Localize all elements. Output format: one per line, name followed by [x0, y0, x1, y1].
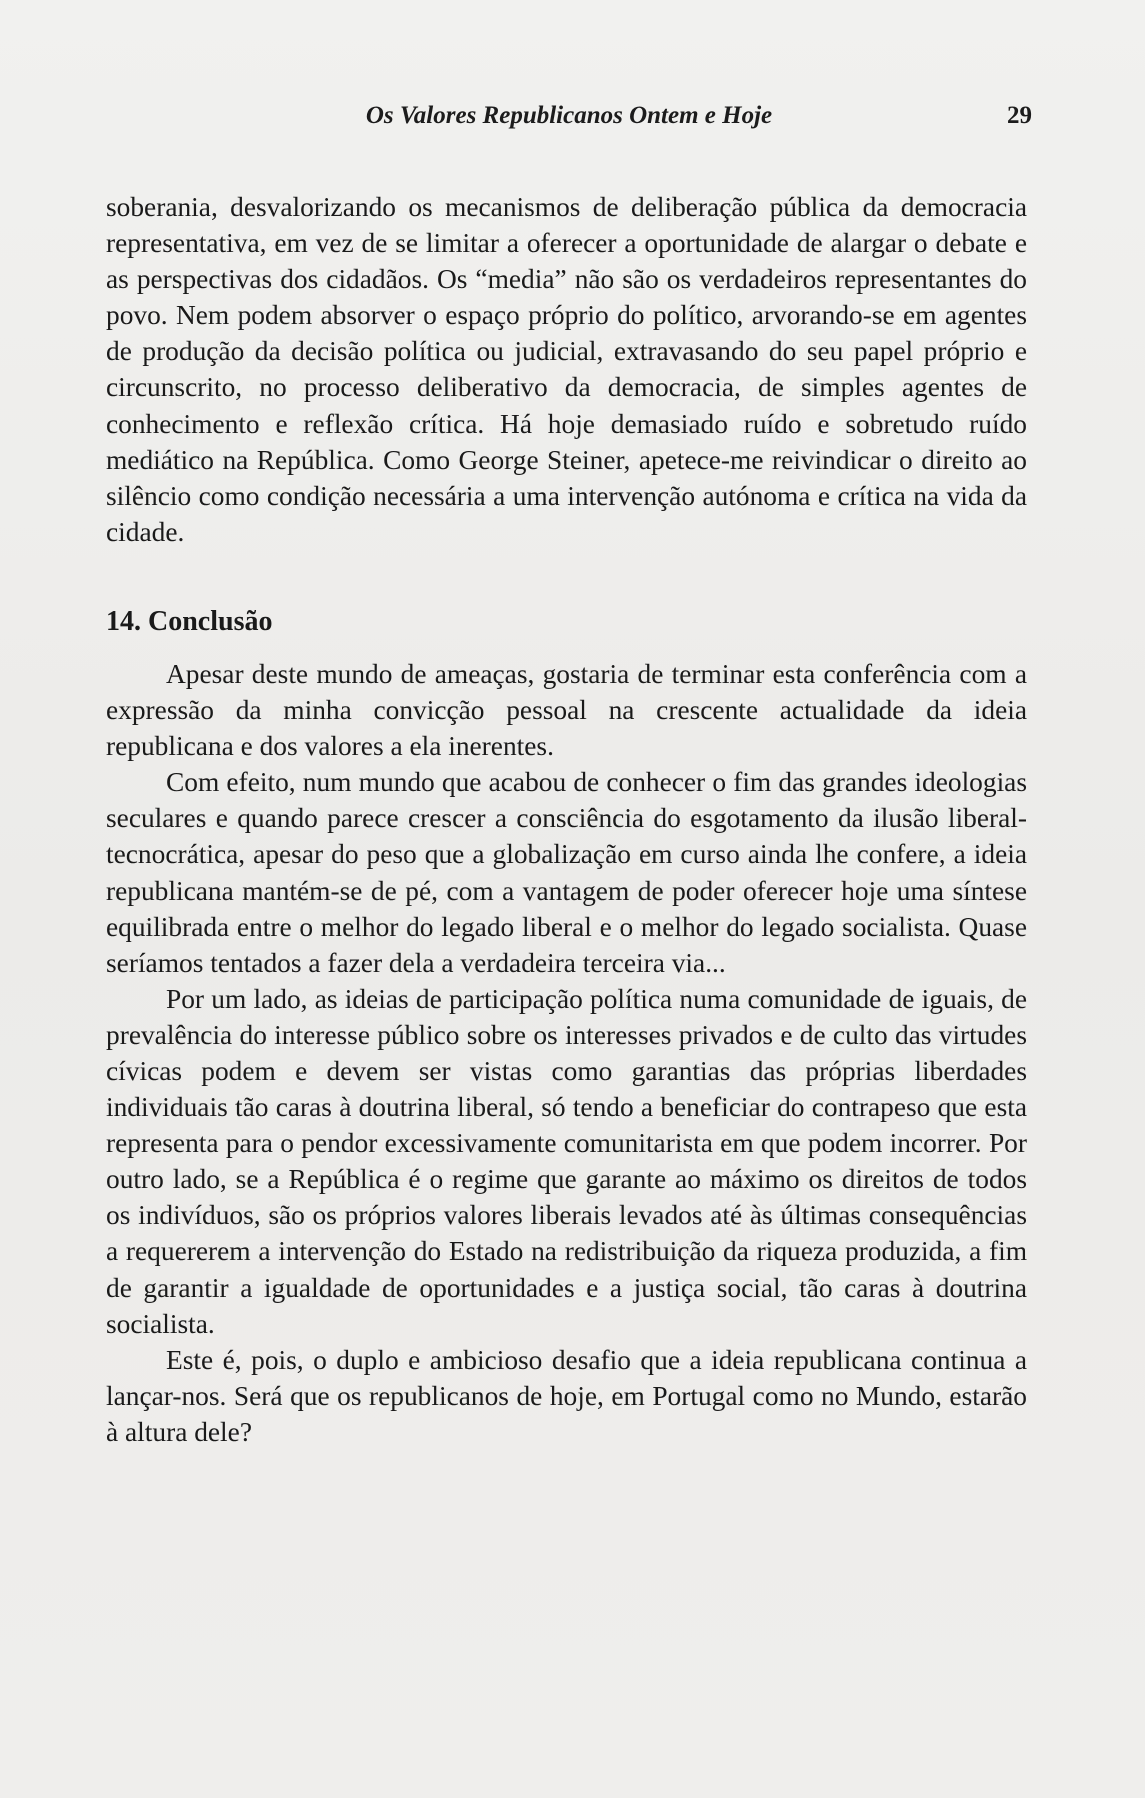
paragraph-1: soberania, desvalorizando os mecanismos de deliberação pública da democracia representativa, em vez de se limitar a oferecer a oportunidade de alargar o debate e as perspectivas dos cidadãos. Os “media” não são os verdadeiros representantes do povo. Nem podem absorver o espaço próprio do político, arvorando-se em agentes de produção da decisão política ou judicial, extravasando do seu papel próprio e circunscrito, no processo deliberativo da democracia, de simples agentes de conhecimento e reflexão crítica. Há hoje demasiado ruído e sobretudo ruído mediático na República. Como George Steiner, apetece-me reivindicar o direito ao silêncio como condição necessária a uma intervenção autónoma e crítica na vida da cidade.: [106, 192, 1027, 547]
paragraph-5: Este é, pois, o duplo e ambicioso desafio que a ideia republicana continua a lançar-nos. Será que os republicanos de hoje, em Portugal como no Mundo, estarão à altura dele?: [106, 1344, 1027, 1447]
paragraph-2: Apesar deste mundo de ameaças, gostaria de terminar esta conferência com a expressão da minha convicção pessoal na crescente actualidade da ideia republicana e dos valores a ela inerentes.: [106, 658, 1027, 762]
section-heading: 14. Conclusão: [106, 605, 273, 637]
paragraph-3: Com efeito, num mundo que acabou de conhecer o fim das grandes ideologias seculares e quando parece crescer a consciência do esgotamento da ilusão liberal-tecnocrática, apesar do peso que a globalização em curso ainda lhe confere, a ideia republicana mantém-se de pé, com a vantagem de poder oferecer hoje uma síntese equilibrada entre o melhor do legado liberal e o melhor do legado socialista. Quase seríamos tentados a fazer dela a verdadeira terceira via...: [106, 767, 1027, 978]
page-header: [106, 98, 1032, 138]
paragraph-4: Por um lado, as ideias de participação política numa comunidade de iguais, de prevalência do interesse público sobre os interesses privados e de culto das virtudes cívicas podem e devem ser vistas como garantias das próprias liberdades individuais tão caras à doutrina liberal, só tendo a beneficiar do contrapeso que esta representa para o pendor excessivamente comunitarista em que podem incorrer. Por outro lado, se a República é o regime que garante ao máximo os direitos de todos os indivíduos, são os próprios valores liberais levados até às últimas consequências a requererem a intervenção do Estado na redistribuição da riqueza produzida, a fim de garantir a igualdade de oportunidades e a justiça social, tão caras à doutrina socialista.: [106, 983, 1027, 1339]
page-number: 29: [1007, 102, 1032, 129]
running-title: Os Valores Republicanos Ontem e Hoje: [365, 102, 773, 129]
body-text: [106, 189, 1027, 1450]
